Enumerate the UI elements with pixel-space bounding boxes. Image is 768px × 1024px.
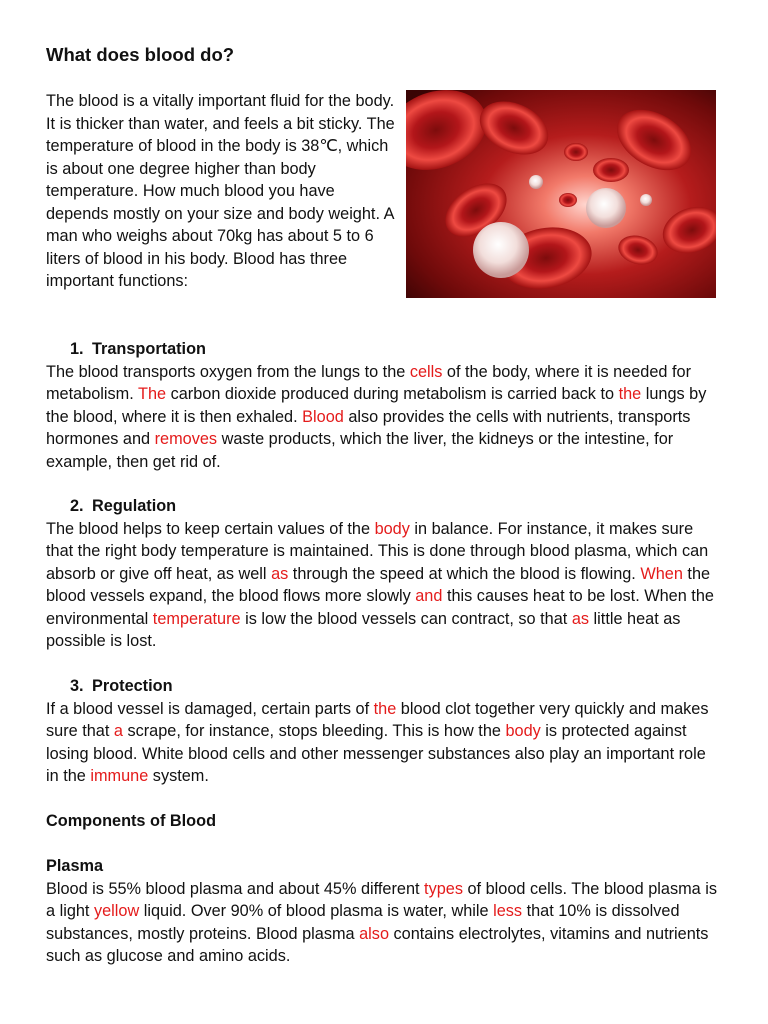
text-run: waste products, which the liver, the kidneys or the intestine, for example, then get rid of. [46,430,674,471]
highlighted-word: the [373,699,397,718]
highlighted-word: When [640,564,683,583]
text-run: liquid. Over 90% of blood plasma is water, while [139,902,494,920]
highlighted-word: immune [90,767,149,785]
section-title: Regulation [92,497,177,515]
text-run: of the body, where it is needed for metabolism. [46,362,691,403]
plasma-heading: Plasma [46,857,104,875]
text-run: also provides the cells with nutrients, transports hormones and [46,407,691,448]
text-run: contains electrolytes, vitamins and nutrients such as glucose and amino acids. [46,924,709,965]
text-run: Blood is 55% blood plasma and about 45% different [46,879,425,898]
blood-vessel-illustration [406,90,716,298]
highlighted-word: yellow [93,902,140,920]
highlighted-word: body [374,519,410,538]
section-number: 3. [70,677,84,695]
text-run: of blood cells. The blood plasma is a light [46,879,717,920]
blood-cells-image [406,90,716,298]
highlighted-word: also [359,924,389,943]
section-title: Protection [92,677,173,695]
text-run: The blood transports oxygen from the lungs to the [46,362,410,381]
text-run: scrape, for instance, stops bleeding. This is how the [122,722,506,740]
text-run: blood clot together very quickly and makes sure that [46,699,709,740]
section-body [46,698,722,788]
highlighted-word: the [618,385,642,403]
section-protection [46,675,722,788]
highlighted-word: a [113,722,123,740]
section-transportation [46,338,722,473]
text-run: If a blood vessel is damaged, certain parts of [46,699,374,718]
highlighted-word: less [493,902,523,920]
highlighted-word: Blood [302,407,344,426]
highlighted-word: The [138,385,167,403]
plasma-body [46,878,722,968]
section-regulation [46,495,722,653]
page-title: What does blood do? [46,44,235,65]
text-run: in balance. For instance, it makes sure that the right body temperature is maintained. This is done through blood plasma, which can absorb or give off heat, as well [46,519,709,583]
section-title: Transportation [92,340,206,358]
intro-paragraph: The blood is a vitally important fluid for the body. It is thicker than water, and feels a bit sticky. The temperature of blood in the body is 38℃, which is about one degree higher than body temperature. How much blood you have depends mostly on your size and body weight. A man who weighs about 70kg has about 5 to 6 liters of blood in his body. Blood has three important functions: [46,92,395,290]
highlighted-word: and [415,587,443,605]
text-run: that 10% is dissolved substances, mostly proteins. Blood plasma [46,902,680,943]
components-heading: Components of Blood [46,812,217,830]
highlighted-word: removes [154,430,218,448]
section-components [46,810,722,833]
highlighted-word: temperature [152,609,241,628]
text-run: system. [148,767,209,785]
highlighted-word: types [424,879,463,898]
section-body [46,518,722,653]
highlighted-word: cells [409,362,443,381]
text-run: is protected against losing blood. White blood cells and other messenger substances also play an important role in the [46,722,706,785]
text-run: this causes heat to be lost. When the environmental [46,587,714,628]
section-heading [46,338,722,361]
section-number: 1. [70,340,84,358]
text-run: little heat as possible is lost. [46,609,681,650]
text-run: through the speed at which the blood is flowing. [288,564,641,583]
text-run: The blood helps to keep certain values of the [46,519,375,538]
text-run: lungs by the blood, where it is then exhaled. [46,385,707,426]
text-run: carbon dioxide produced during metabolism is carried back to [166,385,619,403]
text-run: the blood vessels expand, the blood flows more slowly [46,564,711,605]
section-body [46,361,722,474]
section-heading [46,675,722,698]
text-run: is low the blood vessels can contract, so that [240,609,572,628]
highlighted-word: body [505,722,541,740]
highlighted-word: as [271,564,289,583]
section-heading [46,495,722,518]
section-plasma [46,855,722,968]
section-number: 2. [70,497,84,515]
highlighted-word: as [571,609,590,628]
